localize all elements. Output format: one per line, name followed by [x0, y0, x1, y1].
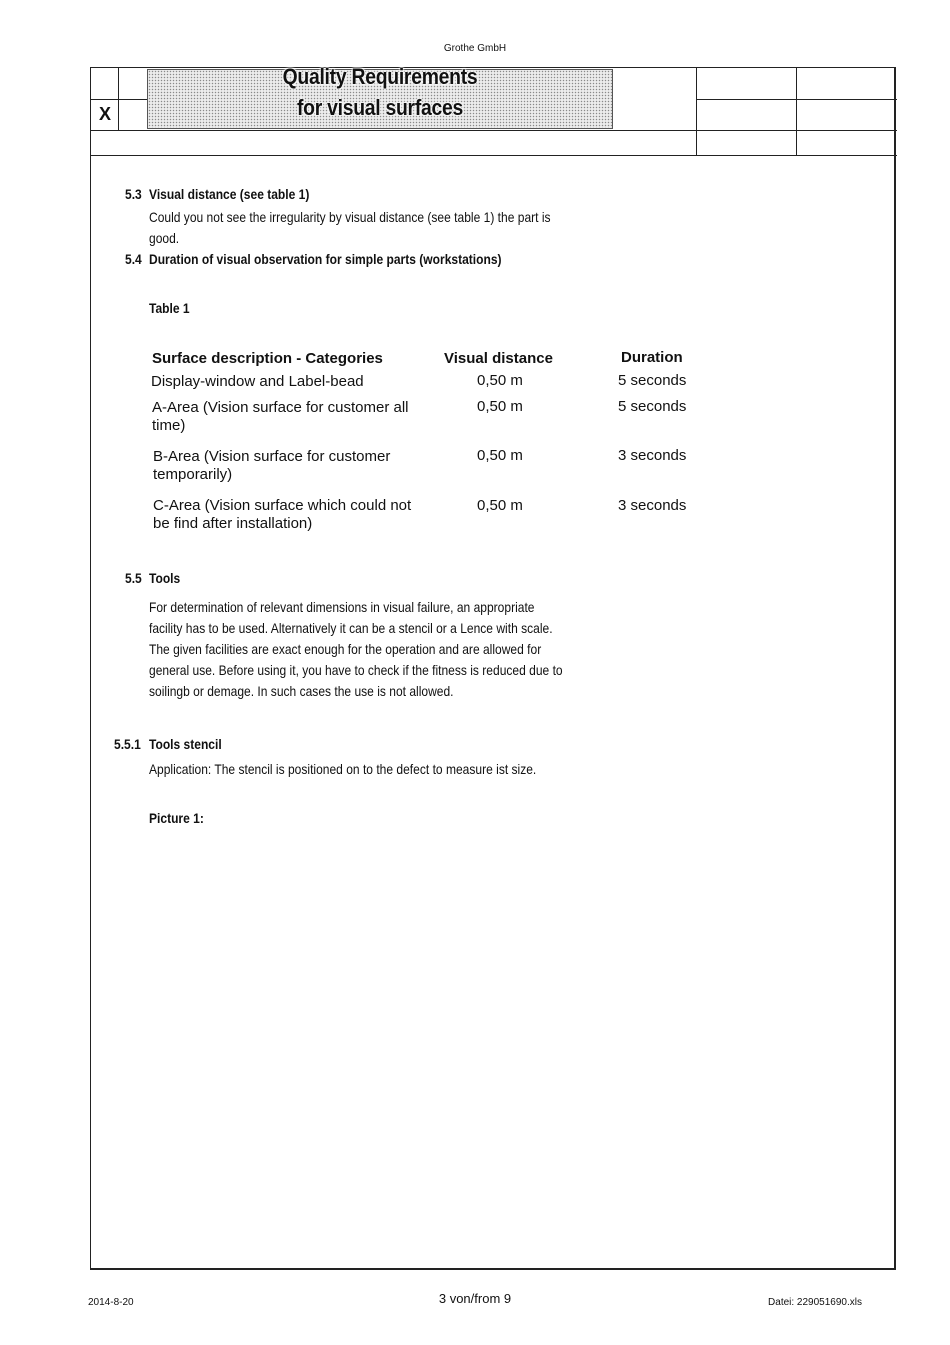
table-header-duration: Duration: [621, 349, 683, 366]
body-text: The given facilities are exact enough for the operation and are allowed for: [149, 641, 542, 657]
picture-label: Picture 1:: [149, 810, 204, 826]
table-cell-duration: 3 seconds: [618, 447, 687, 464]
header-grid-line: [696, 67, 697, 155]
table-cell-desc: Display-window and Label-bead: [151, 373, 364, 390]
table-cell-distance: 0,50 m: [477, 447, 523, 464]
table-cell-desc: B-Area (Vision surface for customer: [153, 448, 391, 465]
section-number: 5.3: [125, 186, 142, 202]
section-number: 5.4: [125, 251, 142, 267]
footer-page-number: 3 von/from 9: [438, 1291, 512, 1306]
body-text: For determination of relevant dimensions in visual failure, an appropriate: [149, 599, 535, 615]
document-title-line1: Quality Requirements: [282, 64, 478, 89]
table-cell-desc: C-Area (Vision surface which could not: [153, 497, 412, 514]
table-cell-desc: temporarily): [153, 466, 233, 483]
footer-date: 2014-8-20: [88, 1297, 134, 1308]
table-cell-duration: 3 seconds: [618, 497, 687, 514]
section-heading: Tools stencil: [149, 736, 222, 752]
company-name: Grothe GmbH: [443, 43, 507, 54]
body-text: good.: [149, 230, 180, 246]
table-header-distance: Visual distance: [444, 350, 553, 367]
header-grid-line: [118, 67, 119, 130]
section-number: 5.5: [125, 570, 142, 586]
table-cell-distance: 0,50 m: [477, 497, 523, 514]
table-cell-desc: A-Area (Vision surface for customer all: [152, 399, 409, 416]
table-cell-distance: 0,50 m: [477, 398, 523, 415]
table-cell-duration: 5 seconds: [618, 398, 687, 415]
checkbox-mark: X: [98, 104, 111, 124]
section-number: 5.5.1: [114, 736, 141, 752]
body-text: Application: The stencil is positioned on to the defect to measure ist size.: [149, 761, 537, 777]
table-label: Table 1: [149, 300, 190, 316]
body-text: general use. Before using it, you have to check if the fitness is reduced due to: [149, 662, 563, 678]
body-text: facility has to be used. Alternatively it can be a stencil or a Lence with scale.: [149, 620, 553, 636]
section-heading: Tools: [149, 570, 181, 586]
footer-filename: Datei: 229051690.xls: [768, 1297, 862, 1308]
section-heading: Duration of visual observation for simple parts (workstations): [149, 251, 502, 267]
header-grid-line: [90, 155, 897, 156]
section-heading: Visual distance (see table 1): [149, 186, 310, 202]
body-text: soilingb or demage. In such cases the use is not allowed.: [149, 683, 454, 699]
table-cell-duration: 5 seconds: [618, 372, 687, 389]
table-header-category: Surface description - Categories: [152, 350, 383, 367]
table-cell-desc: time): [152, 417, 186, 434]
table-cell-distance: 0,50 m: [477, 372, 523, 389]
table-cell-desc: be find after installation): [153, 515, 313, 532]
body-text: Could you not see the irregularity by visual distance (see table 1) the part is: [149, 209, 551, 225]
document-title-line2: for visual surfaces: [296, 95, 464, 120]
header-grid-line: [90, 130, 897, 131]
header-grid-line: [796, 67, 797, 155]
